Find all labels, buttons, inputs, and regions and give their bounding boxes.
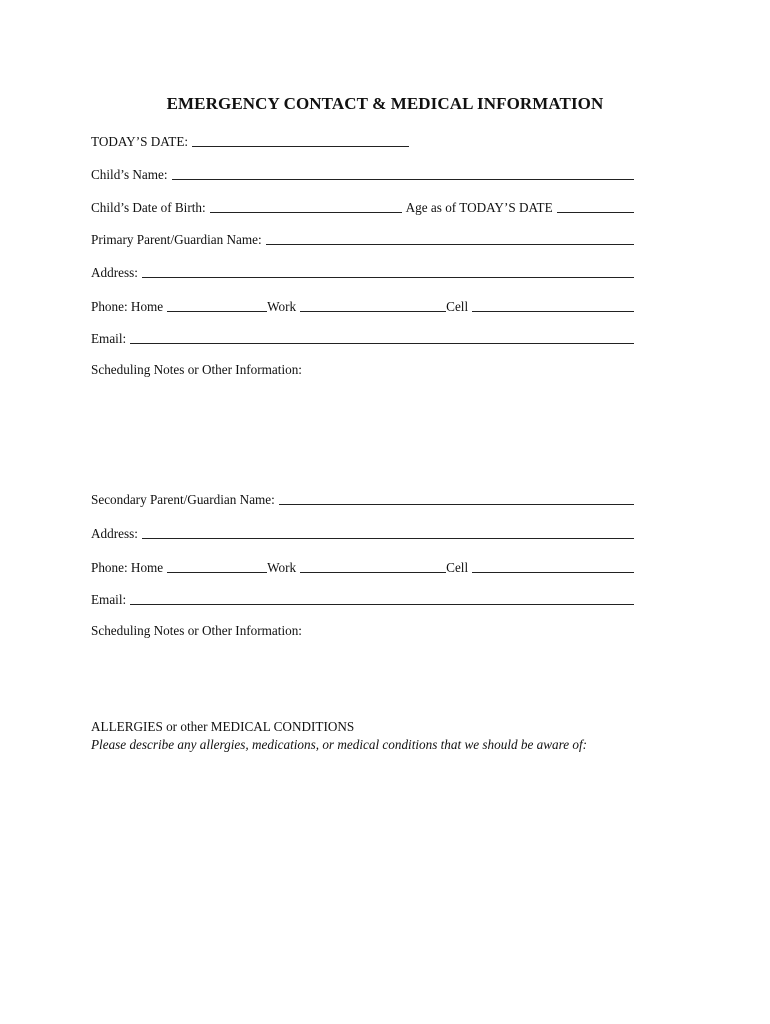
- secondary-cell-label: Cell: [446, 560, 469, 575]
- childs-name-label: Child’s Name:: [91, 167, 168, 182]
- childs-dob-label: Child’s Date of Birth:: [91, 200, 206, 215]
- secondary-work-field[interactable]: [300, 571, 446, 573]
- age-label: Age as of TODAY’S DATE: [405, 200, 553, 215]
- primary-email-field[interactable]: [130, 342, 634, 344]
- primary-cell-label: Cell: [446, 299, 469, 314]
- secondary-name-field[interactable]: [279, 503, 634, 505]
- primary-name-row: [91, 228, 634, 248]
- primary-phone-home-field[interactable]: [167, 310, 267, 312]
- allergies-instruction: Please describe any allergies, medications, or medical conditions that we should be aware of:: [91, 737, 588, 752]
- secondary-notes-label: Scheduling Notes or Other Information:: [91, 623, 302, 638]
- primary-phone-home-label: Phone: Home: [91, 299, 164, 314]
- primary-name-field[interactable]: [266, 243, 634, 245]
- allergies-heading: ALLERGIES or other MEDICAL CONDITIONS: [91, 719, 355, 734]
- primary-work-field[interactable]: [300, 310, 446, 312]
- primary-email-label: Email:: [91, 331, 127, 346]
- primary-name-label: Primary Parent/Guardian Name:: [91, 232, 262, 247]
- primary-address-label: Address:: [91, 265, 138, 280]
- primary-phone-row: [91, 295, 634, 315]
- secondary-cell-field[interactable]: [472, 571, 634, 573]
- secondary-email-row: [91, 588, 634, 608]
- secondary-work-label: Work: [267, 560, 297, 575]
- childs-name-field[interactable]: [172, 178, 634, 180]
- secondary-address-row: [91, 522, 634, 542]
- primary-notes-label: Scheduling Notes or Other Information:: [91, 362, 302, 377]
- todays-date-field[interactable]: [192, 145, 409, 147]
- secondary-phone-home-field[interactable]: [167, 571, 267, 573]
- todays-date-label: TODAY’S DATE:: [91, 134, 189, 149]
- childs-name-row: [91, 163, 634, 183]
- secondary-phone-row: [91, 556, 634, 576]
- primary-address-row: [91, 261, 634, 281]
- todays-date-row: [91, 130, 409, 150]
- primary-email-row: [91, 327, 634, 347]
- age-field[interactable]: [557, 211, 634, 213]
- form-title: EMERGENCY CONTACT & MEDICAL INFORMATION: [166, 94, 604, 113]
- secondary-email-label: Email:: [91, 592, 127, 607]
- secondary-address-label: Address:: [91, 526, 138, 541]
- secondary-name-row: [91, 488, 634, 508]
- secondary-name-label: Secondary Parent/Guardian Name:: [91, 492, 275, 507]
- primary-cell-field[interactable]: [472, 310, 634, 312]
- primary-work-label: Work: [267, 299, 297, 314]
- secondary-address-field[interactable]: [142, 537, 634, 539]
- primary-address-field[interactable]: [142, 276, 634, 278]
- secondary-phone-home-label: Phone: Home: [91, 560, 164, 575]
- childs-dob-row: [91, 196, 634, 216]
- childs-dob-field[interactable]: [210, 211, 402, 213]
- secondary-email-field[interactable]: [130, 603, 634, 605]
